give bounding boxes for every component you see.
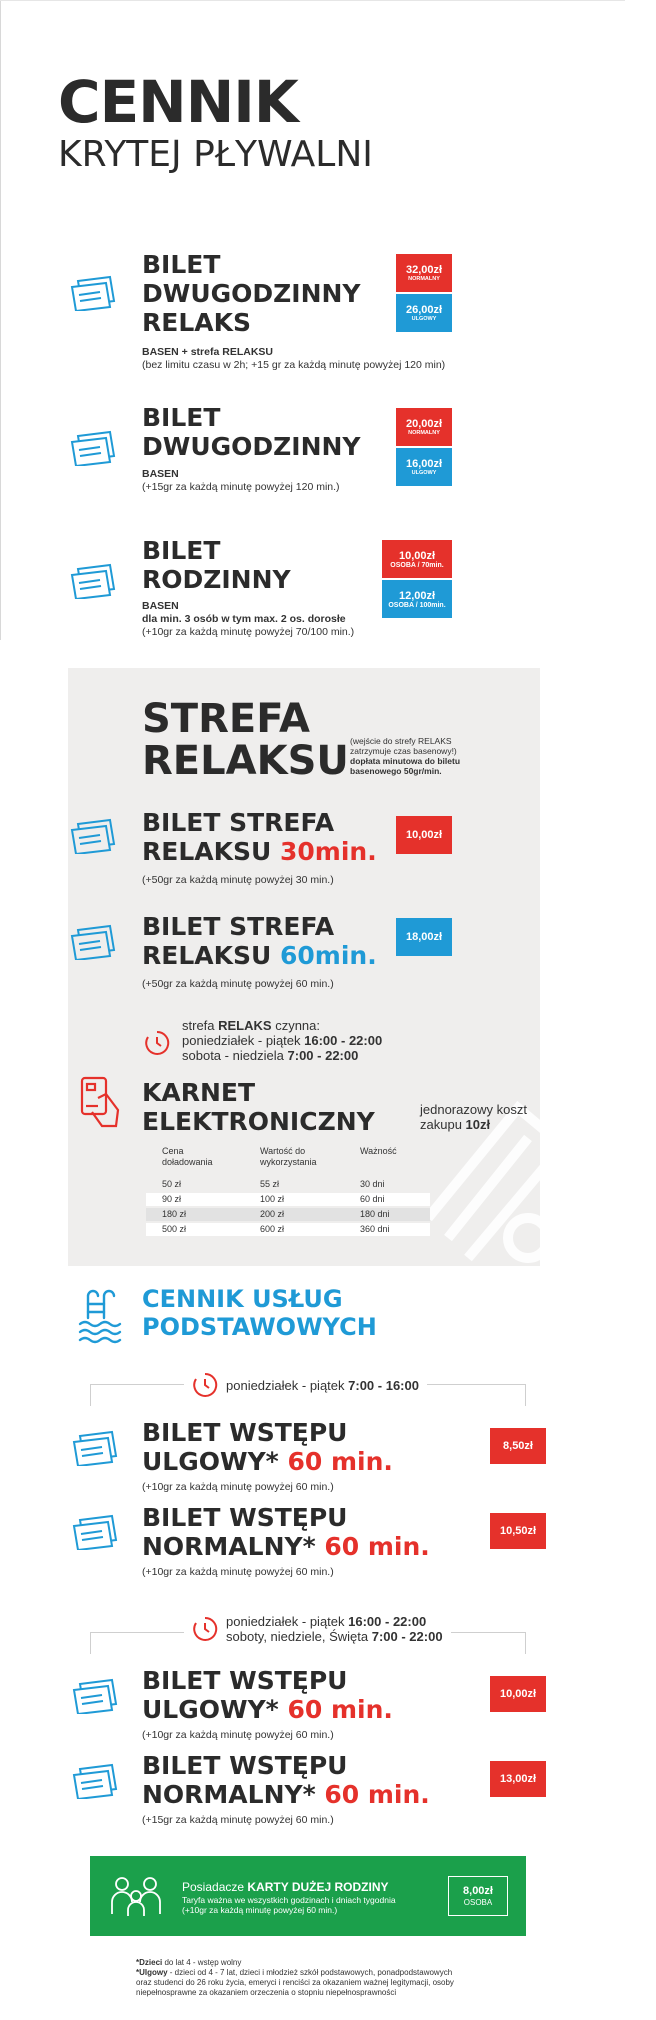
relax-30-price: 10,00zł bbox=[396, 816, 452, 854]
price-badge-100min: 12,00zł OSOBA / 100min. bbox=[382, 580, 452, 618]
family-card-price: 8,00zł OSOBA bbox=[448, 1876, 508, 1916]
relax-60-price: 18,00zł bbox=[396, 918, 452, 956]
basic-ticket-price: 10,50zł bbox=[490, 1513, 546, 1549]
ticket-icon bbox=[72, 1514, 118, 1554]
relax-60-title: BILET STREFA RELAKSU 60min. bbox=[142, 912, 377, 970]
ticket-description: BASEN dla min. 3 osób w tym max. 2 os. dorosłe (+10gr za każdą minutę powyżej 70/100 min.) bbox=[142, 600, 355, 638]
table-row: 50 zł 55 zł 30 dni bbox=[146, 1178, 430, 1191]
ticket-icon bbox=[70, 924, 116, 964]
table-header: Wartość do wykorzystania bbox=[260, 1146, 317, 1167]
basic-ticket-price: 13,00zł bbox=[490, 1761, 546, 1797]
table-header: Ważność bbox=[360, 1146, 397, 1156]
basic-ticket-price: 8,50zł bbox=[490, 1428, 546, 1464]
price-badge-normal: 32,00zł NORMALNY bbox=[396, 254, 452, 292]
relax-30-title: BILET STREFA RELAKSU 30min. bbox=[142, 808, 377, 866]
price-badge-70min: 10,00zł OSOBA / 70min. bbox=[382, 540, 452, 578]
relax-60-description: (+50gr za każdą minutę powyżej 60 min.) bbox=[142, 978, 334, 990]
price-badge-reduced: 16,00zł ULGOWY bbox=[396, 448, 452, 486]
basic-services-title: CENNIK USŁUG PODSTAWOWYCH bbox=[142, 1285, 377, 1341]
karnet-title: KARNET ELEKTRONICZNY bbox=[142, 1078, 375, 1136]
top-edge-line bbox=[0, 0, 625, 1]
page-title: CENNIK bbox=[58, 68, 298, 136]
table-row: 180 zł 200 zł 180 dni bbox=[146, 1208, 430, 1221]
ticket-icon bbox=[70, 563, 116, 603]
basic-ticket-description: (+10gr za każdą minutę powyżej 60 min.) bbox=[142, 1481, 334, 1493]
table-row: 90 zł 100 zł 60 dni bbox=[146, 1193, 430, 1206]
basic-ticket-title: BILET WSTĘPU ULGOWY* 60 min. bbox=[142, 1418, 393, 1476]
page-edge-line bbox=[0, 0, 1, 640]
ticket-title: BILET DWUGODZINNY RELAKS bbox=[142, 250, 361, 337]
period-label: poniedziałek - piątek 16:00 - 22:00 soboty, niedziele, Święta 7:00 - 22:00 bbox=[184, 1614, 451, 1644]
ticket-icon bbox=[70, 275, 116, 315]
family-icon bbox=[110, 1874, 162, 1922]
footnotes: *Dzieci do lat 4 - wstęp wolny *Ulgowy - dzieci od 4 - 7 lat, dzieci i młodzież szkół podstawowych, ponadpodstawowych oraz studenci do 26 roku życia, emeryci i renciści za okazaniem ważnej legitymacji, osoby niepełnosprawne za okazaniem orzeczenia o stopniu niepełnosprawności bbox=[136, 1958, 454, 1997]
table-header: Cena doładowania bbox=[162, 1146, 213, 1167]
ticket-description: BASEN (+15gr za każdą minutę powyżej 120 min.) bbox=[142, 468, 340, 493]
price-badge-reduced: 26,00zł ULGOWY bbox=[396, 294, 452, 332]
relax-30-description: (+50gr za każdą minutę powyżej 30 min.) bbox=[142, 874, 334, 886]
ticket-icon bbox=[70, 818, 116, 858]
clock-icon bbox=[192, 1372, 218, 1398]
table-row: 500 zł 600 zł 360 dni bbox=[146, 1223, 430, 1236]
price-badge-normal: 20,00zł NORMALNY bbox=[396, 408, 452, 446]
basic-ticket-title: BILET WSTĘPU NORMALNY* 60 min. bbox=[142, 1751, 430, 1809]
ticket-icon bbox=[72, 1678, 118, 1718]
ticket-icon bbox=[72, 1430, 118, 1470]
page-subtitle: KRYTEJ PŁYWALNI bbox=[58, 134, 373, 175]
relax-title: STREFA RELAKSU bbox=[142, 696, 349, 784]
basic-ticket-description: (+15gr za każdą minutę powyżej 60 min.) bbox=[142, 1814, 334, 1826]
karnet-table bbox=[146, 1146, 430, 1246]
ticket-icon bbox=[70, 430, 116, 470]
family-card-text: Posiadacze KARTY DUŻEJ RODZINY Taryfa ważna we wszystkich godzinach i dniach tygodnia (+10gr za każdą minutę powyżej 60 min.) bbox=[182, 1880, 396, 1915]
clock-icon bbox=[144, 1030, 170, 1060]
basic-ticket-title: BILET WSTĘPU ULGOWY* 60 min. bbox=[142, 1666, 393, 1724]
basic-ticket-title: BILET WSTĘPU NORMALNY* 60 min. bbox=[142, 1503, 430, 1561]
basic-ticket-description: (+10gr za każdą minutę powyżej 60 min.) bbox=[142, 1729, 334, 1741]
ticket-title: BILET DWUGODZINNY bbox=[142, 403, 361, 461]
ticket-title: BILET RODZINNY bbox=[142, 536, 291, 594]
period-label: poniedziałek - piątek 7:00 - 16:00 bbox=[184, 1372, 427, 1398]
basic-ticket-price: 10,00zł bbox=[490, 1676, 546, 1712]
basic-ticket-description: (+10gr za każdą minutę powyżej 60 min.) bbox=[142, 1566, 334, 1578]
clock-icon bbox=[192, 1616, 218, 1642]
card-hand-icon bbox=[76, 1076, 124, 1132]
pool-icon bbox=[78, 1288, 124, 1348]
ticket-description: BASEN + strefa RELAKSU (bez limitu czasu w 2h; +15 gr za każdą minutę powyżej 120 min) bbox=[142, 346, 446, 371]
relax-note: (wejście do strefy RELAKS zatrzymuje czas basenowy!) dopłata minutowa do biletu basenowego 50gr/min. bbox=[350, 736, 461, 776]
relax-hours: strefa RELAKS czynna: poniedziałek - piątek 16:00 - 22:00 sobota - niedziela 7:00 - 22:00 bbox=[182, 1018, 383, 1063]
ticket-icon bbox=[72, 1763, 118, 1803]
karnet-note: jednorazowy koszt zakupu 10zł bbox=[420, 1102, 527, 1132]
